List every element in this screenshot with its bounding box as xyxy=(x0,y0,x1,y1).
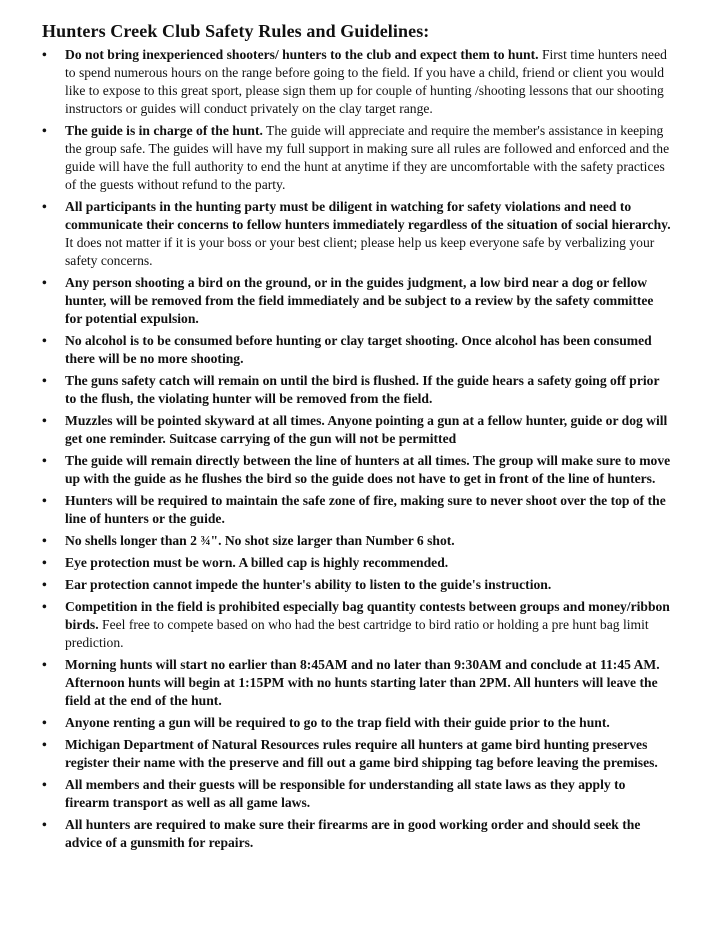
rule-bold-text: Ear protection cannot impede the hunter's ability to listen to the guide's instruction. xyxy=(65,577,552,592)
bullet-icon: • xyxy=(42,413,47,428)
bullet-icon: • xyxy=(42,817,47,832)
bullet-icon: • xyxy=(42,123,47,138)
rule-item xyxy=(42,198,673,270)
bullet-icon: • xyxy=(42,275,47,290)
bullet-icon: • xyxy=(42,715,47,730)
rule-item xyxy=(42,532,673,550)
rule-item xyxy=(42,598,673,652)
rule-item xyxy=(42,736,673,772)
rule-bold-text: The guns safety catch will remain on until the bird is flushed. If the guide hears a safety going off prior to the flush, the violating hunter will be removed from the field. xyxy=(65,373,660,406)
bullet-icon: • xyxy=(42,577,47,592)
rule-bold-text: Hunters will be required to maintain the safe zone of fire, making sure to never shoot over the top of the line of hunters or the guide. xyxy=(65,493,666,526)
rule-normal-text: Feel free to compete based on who had the best cartridge to bird ratio or holding a pre hunt bag limit prediction. xyxy=(65,617,649,650)
bullet-icon: • xyxy=(42,199,47,214)
rule-bold-text: All participants in the hunting party must be diligent in watching for safety violations and need to communicate their concerns to fellow hunters immediately regardless of the situation of social hierarchy. xyxy=(65,199,671,232)
rule-bold-text: Do not bring inexperienced shooters/ hunters to the club and expect them to hunt. xyxy=(65,47,539,62)
rule-bold-text: All hunters are required to make sure their firearms are in good working order and should seek the advice of a gunsmith for repairs. xyxy=(65,817,641,850)
rule-item xyxy=(42,816,673,852)
document-title: Hunters Creek Club Safety Rules and Guidelines: xyxy=(42,21,430,41)
rule-item xyxy=(42,554,673,572)
bullet-icon: • xyxy=(42,533,47,548)
rule-bold-text: The guide will remain directly between the line of hunters at all times. The group will make sure to move up with the guide as he flushes the bird so the guide does not have to get in front of the line of hunters. xyxy=(65,453,671,486)
rule-bold-text: Anyone renting a gun will be required to go to the trap field with their guide prior to the hunt. xyxy=(65,715,610,730)
rule-item xyxy=(42,714,673,732)
rule-item xyxy=(42,274,673,328)
rule-bold-text: No alcohol is to be consumed before hunting or clay target shooting. Once alcohol has been consumed there will be no more shooting. xyxy=(65,333,652,366)
rule-normal-text: It does not matter if it is your boss or your best client; please help us keep everyone safe by verbalizing your safety concerns. xyxy=(65,235,655,268)
bullet-icon: • xyxy=(42,373,47,388)
rule-bold-text: No shells longer than 2 ¾". No shot size larger than Number 6 shot. xyxy=(65,533,455,548)
rule-normal-text: The guide will appreciate and require the member's assistance in keeping the group safe. The guides will have my full support in making sure all rules are followed and enforced and the guide will have the full authority to end the hunt at anytime if they are uncomfortable with the safety practices of the guests without refund to the party. xyxy=(65,123,670,192)
rule-item xyxy=(42,776,673,812)
rule-item xyxy=(42,46,673,118)
rule-item xyxy=(42,452,673,488)
bullet-icon: • xyxy=(42,599,47,614)
rules-list xyxy=(42,46,673,852)
rule-item xyxy=(42,332,673,368)
bullet-icon: • xyxy=(42,333,47,348)
rule-bold-text: Eye protection must be worn. A billed cap is highly recommended. xyxy=(65,555,449,570)
rule-bold-text: Morning hunts will start no earlier than 8:45AM and no later than 9:30AM and conclude at 11:45 AM. Afternoon hunts will begin at 1:15PM with no hunts starting later than 2PM. All hunters will leave the field at the end of the hunt. xyxy=(65,657,660,708)
rule-bold-text: All members and their guests will be responsible for understanding all state laws as they apply to firearm transport as well as all game laws. xyxy=(65,777,626,810)
rule-bold-text: Any person shooting a bird on the ground, or in the guides judgment, a low bird near a dog or fellow hunter, will be removed from the field immediately and be subject to a review by the safety committee for potential expulsion. xyxy=(65,275,654,326)
bullet-icon: • xyxy=(42,777,47,792)
rule-item xyxy=(42,412,673,448)
rule-normal-text: First time hunters need to spend numerous hours on the range before going to the field. If you have a child, friend or client you would like to expose to this great sport, please sign them up for couple of hunting /shooting lessons that our shooting instructors or guides will conduct privately on the clay target range. xyxy=(65,47,667,116)
rule-item xyxy=(42,372,673,408)
rule-bold-text: Competition in the field is prohibited especially bag quantity contests between groups and money/ribbon birds. xyxy=(65,599,670,632)
bullet-icon: • xyxy=(42,493,47,508)
rule-item xyxy=(42,492,673,528)
rule-item xyxy=(42,122,673,194)
rule-item xyxy=(42,656,673,710)
bullet-icon: • xyxy=(42,737,47,752)
rule-bold-text: The guide is in charge of the hunt. xyxy=(65,123,263,138)
bullet-icon: • xyxy=(42,47,47,62)
rule-bold-text: Muzzles will be pointed skyward at all times. Anyone pointing a gun at a fellow hunter, guide or dog will get one reminder. Suitcase carrying of the gun will not be permitted xyxy=(65,413,668,446)
bullet-icon: • xyxy=(42,453,47,468)
bullet-icon: • xyxy=(42,555,47,570)
rule-bold-text: Michigan Department of Natural Resources rules require all hunters at game bird hunting preserves register their name with the preserve and fill out a game bird shipping tag before leaving the premises. xyxy=(65,737,658,770)
bullet-icon: • xyxy=(42,657,47,672)
rule-item xyxy=(42,576,673,594)
